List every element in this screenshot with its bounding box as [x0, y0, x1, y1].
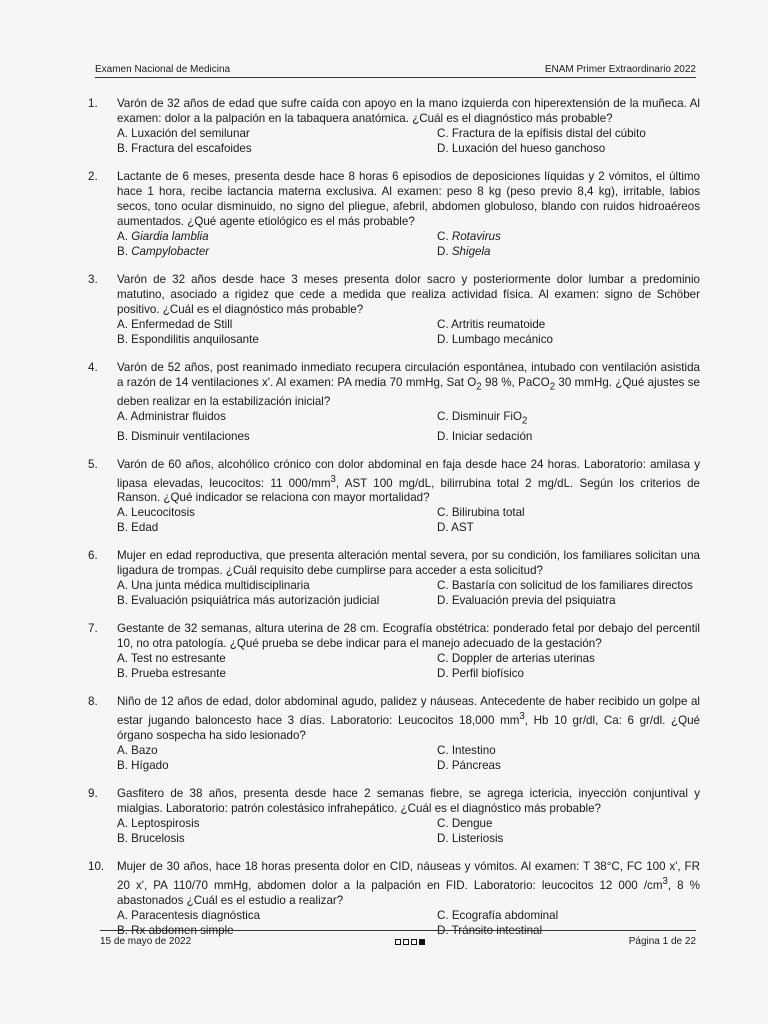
answer-options [117, 229, 700, 259]
option-b: B. Brucelosis [117, 832, 185, 846]
question-number: 1. [88, 97, 98, 110]
option-d: D. Páncreas [437, 759, 501, 773]
question-stem: Mujer de 30 años, hace 18 horas presenta dolor en CID, náuseas y vómitos. Al examen: T 38°C, FC 100 x', FR 20 x', PA 110/70 mmHg, abdomen dolor a la palpación en FID. Laboratorio: leucocitos 12 000 $/cm^3$, 8 % abastonados ¿Cuál es el estudio a realizar? [117, 860, 700, 908]
question-stem: Varón de 52 años, post reanimado inmediato recupera circulación espontánea, intubado con ventilación asistida a razón de 14 ventilaciones x'. Al examen: PA media 70 mmHg, Sat $O_2$ 98 %, PaCO$_2$ 30 mmHg. ¿Qué ajustes se deben realizar en la estabilización inicial? [117, 361, 700, 409]
option-c: C. Bilirubina total [437, 506, 525, 520]
question-9 [88, 786, 700, 846]
question-number: 5. [88, 457, 98, 471]
square-outline-icon [395, 939, 401, 945]
answer-options [117, 317, 700, 347]
option-c: C. Doppler de arterias uterinas [437, 652, 595, 666]
option-a: A. Leptospirosis [117, 817, 200, 831]
question-stem: Varón de 60 años, alcohólico crónico con dolor abdominal en faja desde hace 24 horas. Laboratorio: amilasa y lipasa elevadas, leucocitos: 11 $000/mm^3$, AST 100 mg/dL, bilirrubina total 2 mg/dL. Según los criterios de Ranson. ¿Qué indicador se relaciona con mayor mortalidad? [117, 457, 700, 505]
option-a: A. Administrar fluidos [117, 410, 226, 424]
question-stem: Mujer en edad reproductiva, que presenta alteración mental severa, por su condición, los familiares solicitan una ligadura de trompas. ¿Cuál requisito debe cumplirse para acceder a esta solicitud? [117, 549, 700, 578]
option-c: C. Dengue [437, 817, 493, 831]
option-d: D. Tránsito intestinal [437, 924, 543, 938]
question-1 [88, 96, 700, 156]
question-stem: Gasfitero de 38 años, presenta desde hace 2 semanas fiebre, se agrega ictericia, inyección conjuntival y mialgias. Laboratorio: patrón colestásico infrahepático. ¿Cuál es el diagnóstico más probable? [117, 787, 700, 816]
option-b: B. Fractura del escafoides [117, 142, 252, 155]
option-b: B. Hígado [117, 759, 169, 773]
option-d: D. Lumbago mecánico [437, 333, 553, 346]
question-8 [88, 694, 700, 773]
answer-options [117, 126, 700, 156]
option-c: C. Disminuir FiO$_2$ [437, 410, 528, 427]
option-d: D. AST [437, 521, 474, 535]
answer-options [117, 651, 700, 681]
header-exam-name: Examen Nacional de Medicina [95, 64, 231, 75]
option-c: C. Rotavirus [437, 230, 501, 243]
question-number: 9. [88, 787, 98, 801]
option-b: B. Espondilitis anquilosante [117, 333, 259, 346]
option-a: A. Test no estresante [117, 652, 226, 666]
option-a: A. Enfermedad de Still [117, 318, 233, 331]
question-stem: Varón de 32 años desde hace 3 meses presenta dolor sacro y posteriormente dolor lumbar a predominio matutino, asociado a rigidez que cede a medida que realiza actividad física. Al examen: signo de Schöber positivo. ¿Cuál es el diagnóstico más probable? [117, 273, 700, 316]
question-stem: Varón de 32 años de edad que sufre caída con apoyo en la mano izquierda con hiperextensión de la muñeca. Al examen: dolor a la palpación en la tabaquera anatómica. ¿Cuál es el diagnóstico más probable? [117, 97, 700, 125]
header-exam-edition: ENAM Primer Extraordinario 2022 [544, 64, 696, 75]
option-b: B. Rx abdomen simple [117, 924, 234, 938]
answer-options [117, 409, 700, 443]
question-7 [88, 621, 700, 681]
answer-options [117, 578, 700, 608]
option-b: B. Disminuir ventilaciones [117, 429, 250, 443]
option-d: D. Luxación del hueso ganchoso [437, 142, 606, 155]
option-b: B. Evaluación psiquiátrica más autorización judicial [117, 594, 380, 608]
option-b: B. Campylobacter [117, 245, 210, 258]
question-number: 8. [88, 695, 98, 709]
option-a: A. Bazo [117, 744, 158, 758]
page-header [95, 64, 696, 78]
option-c: C. Ecografía abdominal [437, 909, 559, 923]
option-a: A. Una junta médica multidisciplinaria [117, 579, 310, 593]
option-a: A. Paracentesis diagnóstica [117, 909, 261, 923]
option-c: C. Artritis reumatoide [437, 318, 546, 331]
registration-marks [395, 939, 425, 945]
option-c: C. Intestino [437, 744, 496, 758]
question-5 [88, 457, 700, 536]
page-footer [100, 930, 696, 947]
question-4 [88, 360, 700, 444]
exam-date: 15 de mayo de 2022 [100, 936, 192, 947]
page-number: Página 1 de 22 [628, 936, 696, 947]
question-3 [88, 272, 700, 347]
answer-options [117, 505, 700, 535]
option-b: B. Edad [117, 521, 159, 535]
answer-options [117, 743, 700, 773]
square-filled-icon [419, 939, 425, 945]
question-list [88, 96, 700, 951]
question-number: 3. [88, 273, 98, 286]
question-stem: Lactante de 6 meses, presenta desde hace 8 horas 6 episodios de deposiciones líquidas y 2 vómitos, el último hace 1 hora, recibe lactancia materna exclusiva. Al examen: peso 8 kg (peso previo 8,4 kg), irritable, labios secos, tono ocular disminuido, no signo del pliegue, afebril, abdomen globuloso, blando con ruidos hidroaéreos aumentados. ¿Qué agente etiológico es el más probable? [117, 170, 700, 228]
question-10 [88, 859, 700, 938]
question-number: 10. [88, 860, 105, 874]
question-2 [88, 169, 700, 259]
option-d: D. Evaluación previa del psiquiatra [437, 594, 616, 608]
square-outline-icon [411, 939, 417, 945]
option-d: D. Shigela [437, 245, 491, 258]
question-stem: Niño de 12 años de edad, dolor abdominal agudo, palidez y náuseas. Antecedente de haber recibido un golpe al estar jugando baloncesto hace 3 días. Laboratorio: Leucocitos 18,000 $mm^3$, Hb 10 gr/dl, Ca: 6 gr/dl. ¿Qué órgano sospecha ha sido lesionado? [117, 695, 700, 743]
option-d: D. Perfil biofísico [437, 667, 524, 681]
option-c: C. Fractura de la epífisis distal del cúbito [437, 127, 646, 140]
question-number: 6. [88, 549, 98, 563]
question-number: 7. [88, 622, 98, 636]
question-number: 2. [88, 170, 98, 183]
option-c: C. Bastaría con solicitud de los familiares directos [437, 579, 693, 593]
square-outline-icon [403, 939, 409, 945]
option-a: A. Leucocitosis [117, 506, 195, 520]
question-number: 4. [88, 361, 98, 374]
question-stem: Gestante de 32 semanas, altura uterina de 28 cm. Ecografía obstétrica: ponderado fetal por debajo del percentil 10, no otra patología. ¿Qué prueba se debe indicar para el manejo adecuado de la gestación? [117, 622, 700, 651]
question-6 [88, 548, 700, 608]
answer-options [117, 816, 700, 846]
option-d: D. Iniciar sedación [437, 429, 533, 443]
option-a: A. Giardia lamblia [117, 230, 209, 243]
option-b: B. Prueba estresante [117, 667, 226, 681]
option-a: A. Luxación del semilunar [117, 127, 250, 140]
option-d: D. Listeriosis [437, 832, 504, 846]
